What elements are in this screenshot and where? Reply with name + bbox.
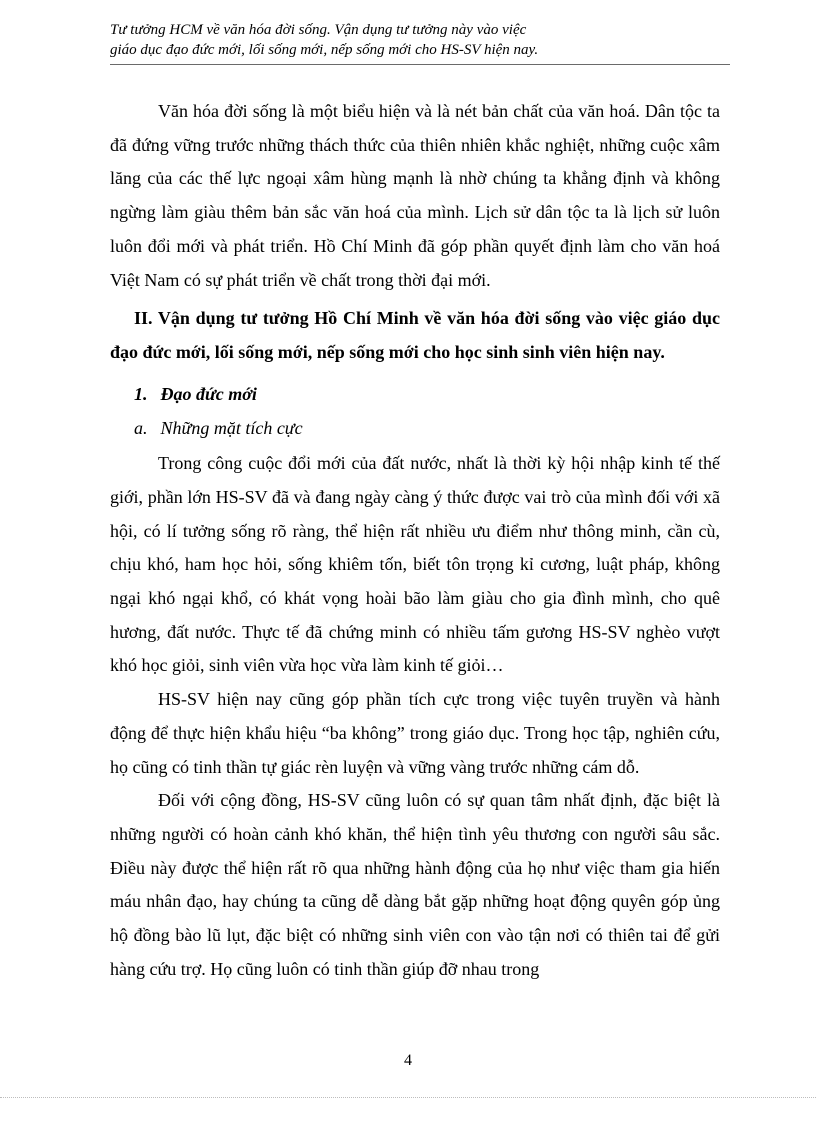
- section-heading-II: II. Vận dụng tư tưởng Hồ Chí Minh về văn hóa đời sống vào việc giáo dục đạo đức mới, lối sống mới, nếp sống mới cho học sinh sinh viên hiện nay.: [110, 308, 720, 363]
- subheading-1-text: Đạo đức mới: [160, 384, 257, 405]
- intro-paragraph: Văn hóa đời sống là một biểu hiện và là nét bản chất của văn hoá. Dân tộc ta đã đứng vững trước những thách thức của thiên nhiên khắc nghiệt, những cuộc xâm lăng của các thế lực ngoại xâm hùng mạnh là nhờ chúng ta khẳng định và không ngừng làm giàu thêm bản sắc văn hoá của mình. Lịch sử dân tộc ta là lịch sử luôn luôn đổi mới và phát triển. Hồ Chí Minh đã góp phần quyết định làm cho văn hoá Việt Nam có sự phát triển về chất trong thời đại mới.: [110, 101, 720, 290]
- running-header: [110, 20, 730, 60]
- subheading-a: [134, 413, 720, 443]
- page-bottom-divider: [0, 1097, 816, 1098]
- header-divider: [110, 64, 730, 65]
- paragraph-positive-traits: Trong công cuộc đổi mới của đất nước, nhất là thời kỳ hội nhập kinh tế thế giới, phần lớn HS-SV đã và đang ngày càng ý thức được vai trò của mình đối với xã hội, có lí tưởng sống rõ ràng, thể hiện rất nhiều ưu điểm như thông minh, cần cù, chịu khó, ham học hỏi, sống khiêm tốn, biết tôn trọng kỉ cương, luật pháp, không ngại khó ngại khổ, có khát vọng hoài bão làm giàu cho gia đình mình, cho quê hương, đất nước. Thực tế đã chứng minh có nhiều tấm gương HS-SV nghèo vượt khó học giỏi, sinh viên vừa học vừa làm kinh tế giỏi…: [110, 453, 720, 676]
- subheading-1-number: 1.: [134, 384, 148, 405]
- header-line-1: Tư tưởng HCM về văn hóa đời sống. Vận dụng tư tưởng này vào việc: [110, 22, 527, 38]
- paragraph-three-nos: HS-SV hiện nay cũng góp phần tích cực trong việc tuyên truyền và hành động để thực hiện khẩu hiệu “ba không” trong giáo dục. Trong học tập, nghiên cứu, họ cũng có tinh thần tự giác rèn luyện và vững vàng trước những cám dỗ.: [110, 689, 720, 777]
- page-number: 4: [404, 1052, 412, 1069]
- document-body: [110, 95, 720, 986]
- subheading-a-number: a.: [134, 418, 148, 439]
- paragraph-community: Đối với cộng đồng, HS-SV cũng luôn có sự quan tâm nhất định, đặc biệt là những người có hoàn cảnh khó khăn, thể hiện tình yêu thương con người sâu sắc. Điều này được thể hiện rất rõ qua những hành động của họ như việc tham gia hiến máu nhân đạo, hay chúng ta cũng dễ dàng bắt gặp những hoạt động quyên góp ủng hộ đồng bào lũ lụt, đặc biệt có những sinh viên con vào tận nơi có thiên tai để gửi hàng cứu trợ. Họ cũng luôn có tinh thần giúp đỡ nhau trong: [110, 790, 720, 979]
- header-line-2: giáo dục đạo đức mới, lối sống mới, nếp sống mới cho HS-SV hiện nay.: [110, 42, 539, 58]
- subheading-1: [134, 379, 720, 409]
- subheading-a-text: Những mặt tích cực: [160, 418, 303, 439]
